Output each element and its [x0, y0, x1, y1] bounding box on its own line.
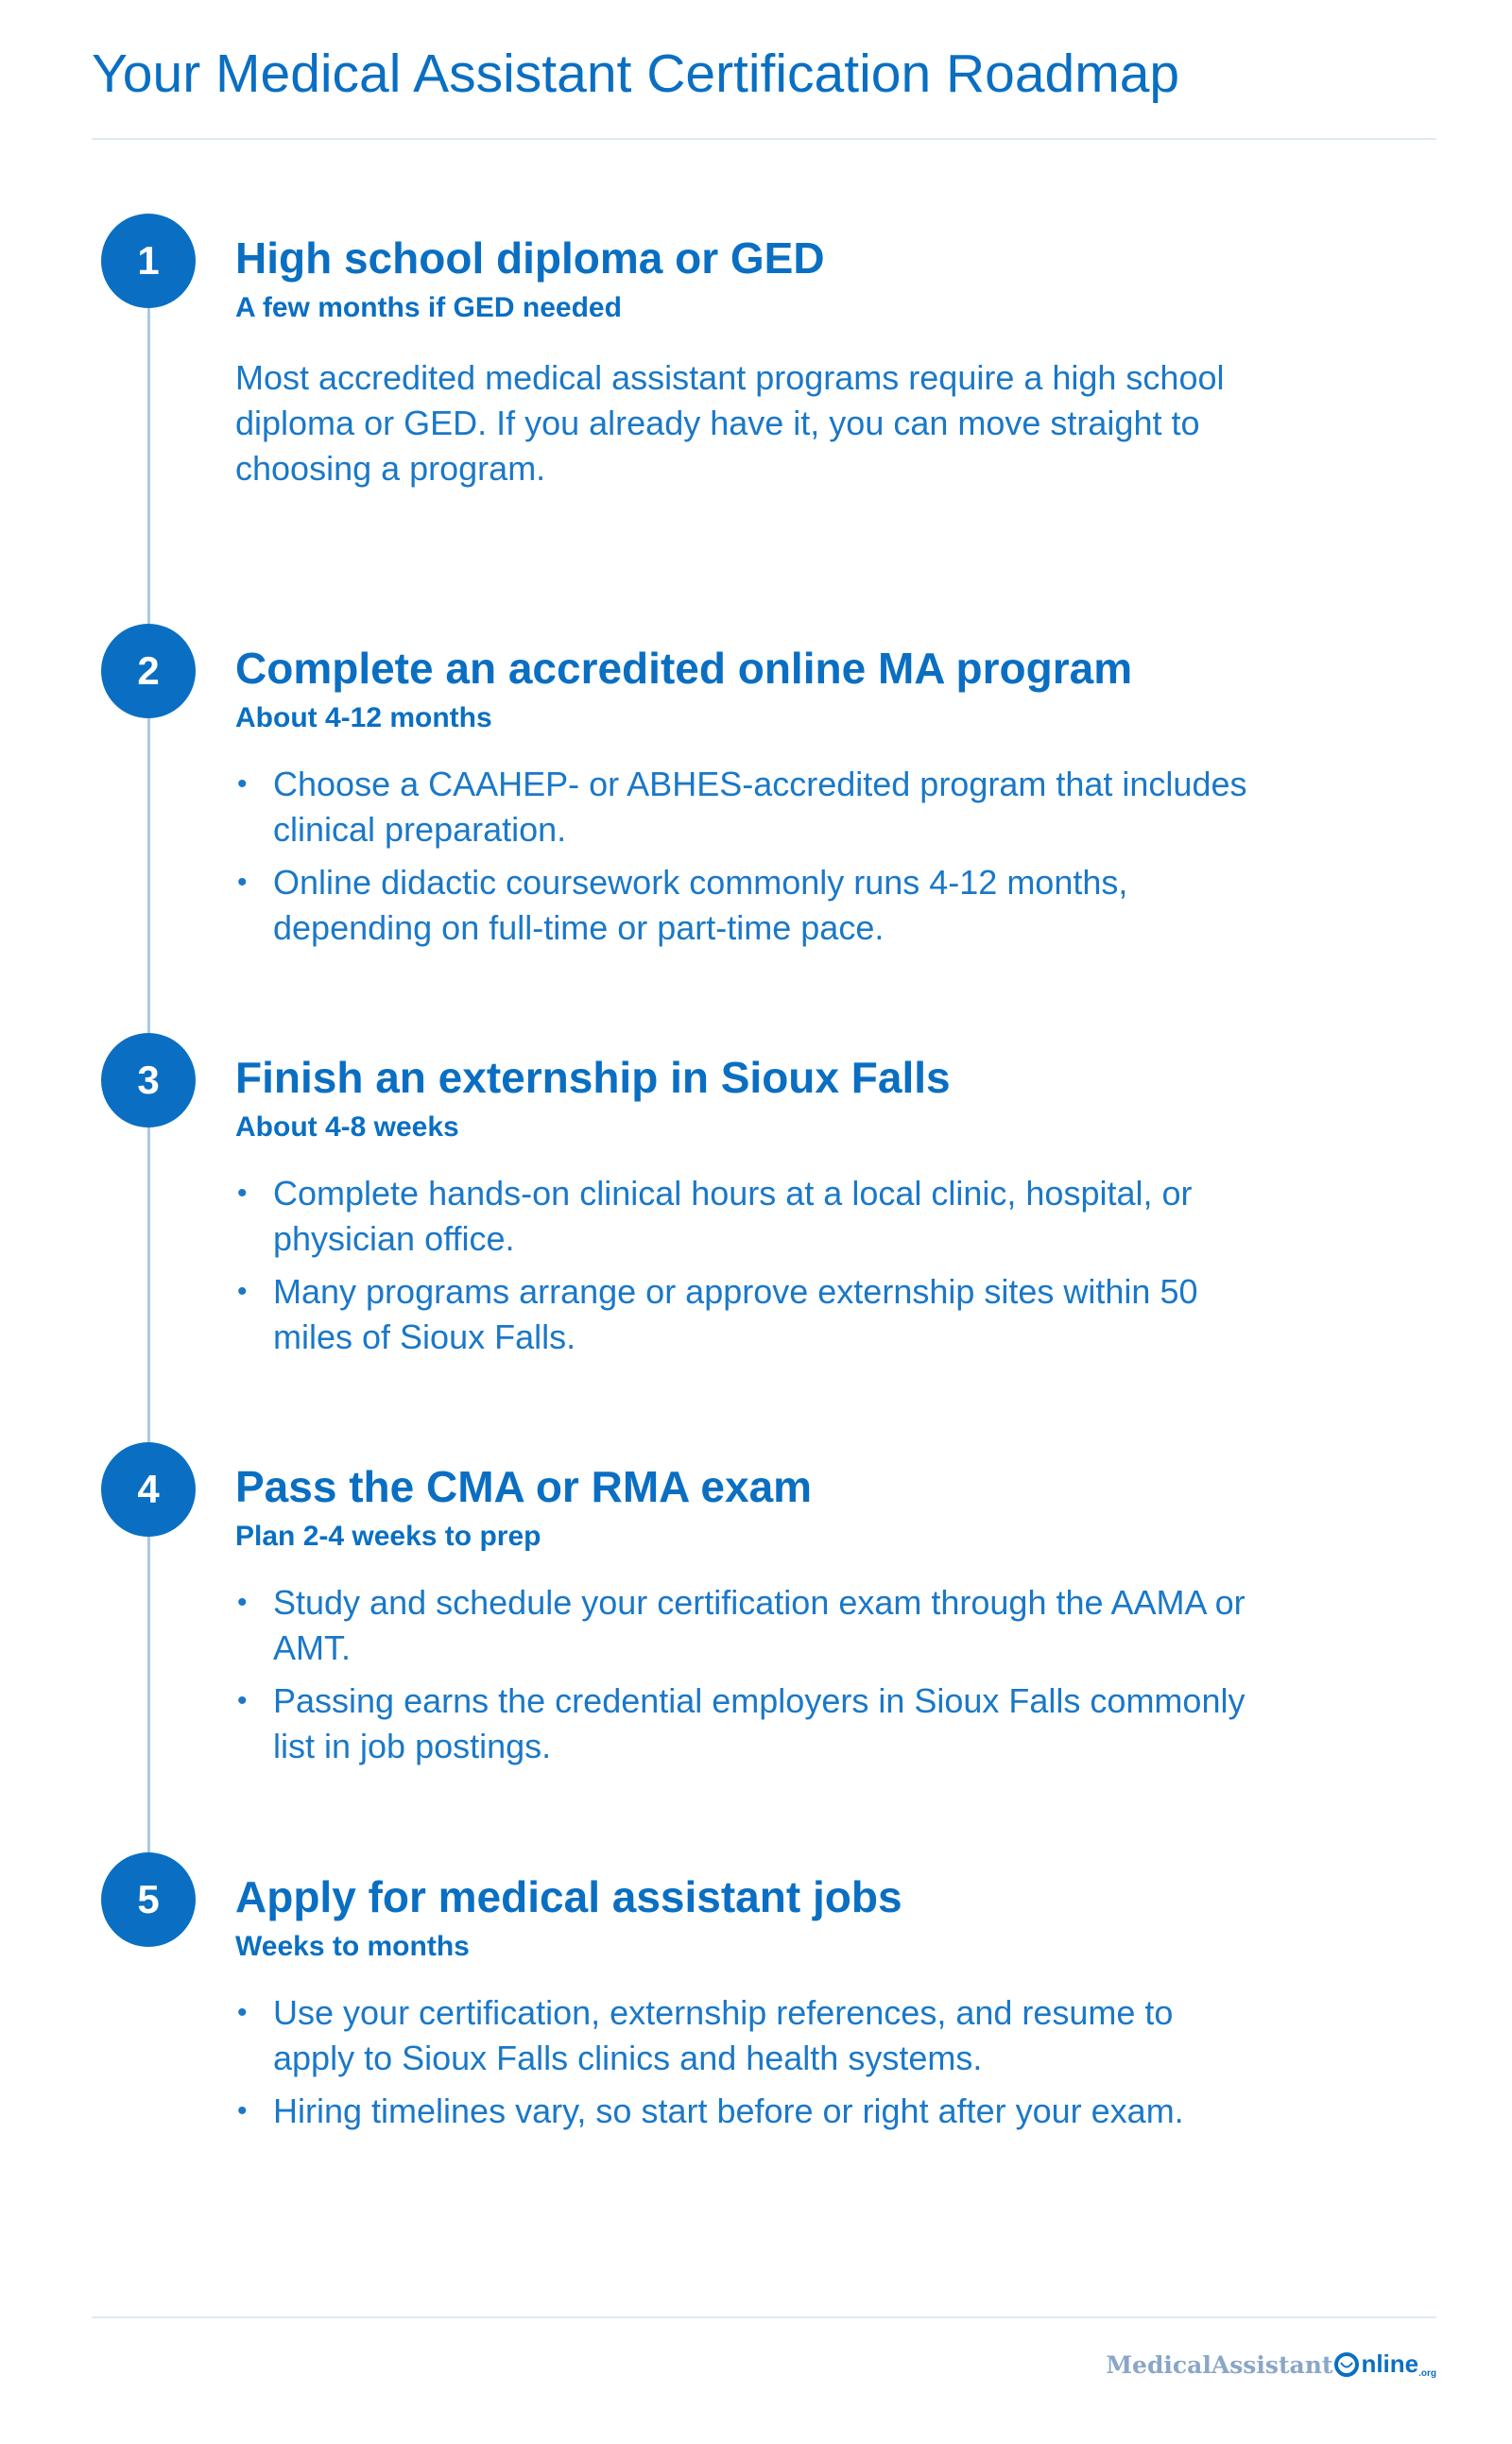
- logo-text-left: MedicalAssistant: [1106, 2351, 1333, 2379]
- logo-suffix: .org: [1418, 2368, 1436, 2379]
- stethoscope-o-icon: [1332, 2350, 1361, 2379]
- step-number-badge: 2: [101, 624, 196, 718]
- bullet-dot-icon: •: [237, 2095, 248, 2126]
- step-number-badge: 3: [101, 1033, 196, 1127]
- bullet-dot-icon: •: [237, 768, 248, 800]
- bullet-dot-icon: •: [237, 1997, 248, 2028]
- step-title: Apply for medical assistant jobs: [235, 1872, 902, 1921]
- bullet-item: • Choose a CAAHEP- or ABHES-accredited program that includes clinical preparation.: [235, 762, 1256, 852]
- bullet-item: • Hiring timelines vary, so start before or right after your exam.: [235, 2089, 1256, 2134]
- header-divider: [92, 138, 1436, 140]
- step-bullet-list: [235, 1580, 1256, 1769]
- step-title: Complete an accredited online MA program: [235, 644, 1133, 693]
- step-duration: A few months if GED needed: [235, 292, 622, 323]
- bullet-dot-icon: •: [237, 1685, 248, 1716]
- logo-text-right: nline: [1361, 2349, 1419, 2378]
- bullet-item: • Passing earns the credential employers in Sioux Falls commonly list in job postings.: [235, 1678, 1256, 1769]
- step-number-badge: 1: [101, 214, 196, 308]
- step-duration: About 4-8 weeks: [235, 1111, 459, 1143]
- step-bullet-list: [235, 762, 1256, 951]
- step-title: Pass the CMA or RMA exam: [235, 1462, 813, 1511]
- bullet-item: • Online didactic coursework commonly runs 4-12 months, depending on full-time or part-time pace.: [235, 860, 1256, 951]
- site-logo: [1106, 2349, 1436, 2379]
- bullet-item: • Use your certification, externship references, and resume to apply to Sioux Falls clinics and health systems.: [235, 1990, 1256, 2081]
- bullet-item: • Study and schedule your certification exam through the AAMA or AMT.: [235, 1580, 1256, 1671]
- step-title: Finish an externship in Sioux Falls: [235, 1053, 951, 1102]
- step-duration: Plan 2-4 weeks to prep: [235, 1521, 541, 1552]
- bullet-dot-icon: •: [237, 1178, 248, 1209]
- step-number-badge: 5: [101, 1852, 196, 1947]
- footer-divider: [92, 2316, 1436, 2318]
- bullet-dot-icon: •: [237, 1587, 248, 1618]
- step-title: High school diploma or GED: [235, 233, 825, 283]
- bullet-item: • Many programs arrange or approve externship sites within 50 miles of Sioux Falls.: [235, 1269, 1256, 1360]
- step-duration: About 4-12 months: [235, 702, 492, 733]
- bullet-item: • Complete hands-on clinical hours at a local clinic, hospital, or physician office.: [235, 1171, 1256, 1262]
- step-bullet-list: [235, 1990, 1256, 2134]
- step-description: Most accredited medical assistant programs require a high school diploma or GED. If you already have it, you can move straight to choosing a program.: [235, 358, 1225, 488]
- step-duration: Weeks to months: [235, 1931, 470, 1962]
- step-bullet-list: [235, 1171, 1256, 1360]
- page-title: Your Medical Assistant Certification Roadmap: [92, 43, 1180, 104]
- step-number-badge: 4: [101, 1442, 196, 1537]
- bullet-dot-icon: •: [237, 1276, 248, 1307]
- bullet-dot-icon: •: [237, 867, 248, 898]
